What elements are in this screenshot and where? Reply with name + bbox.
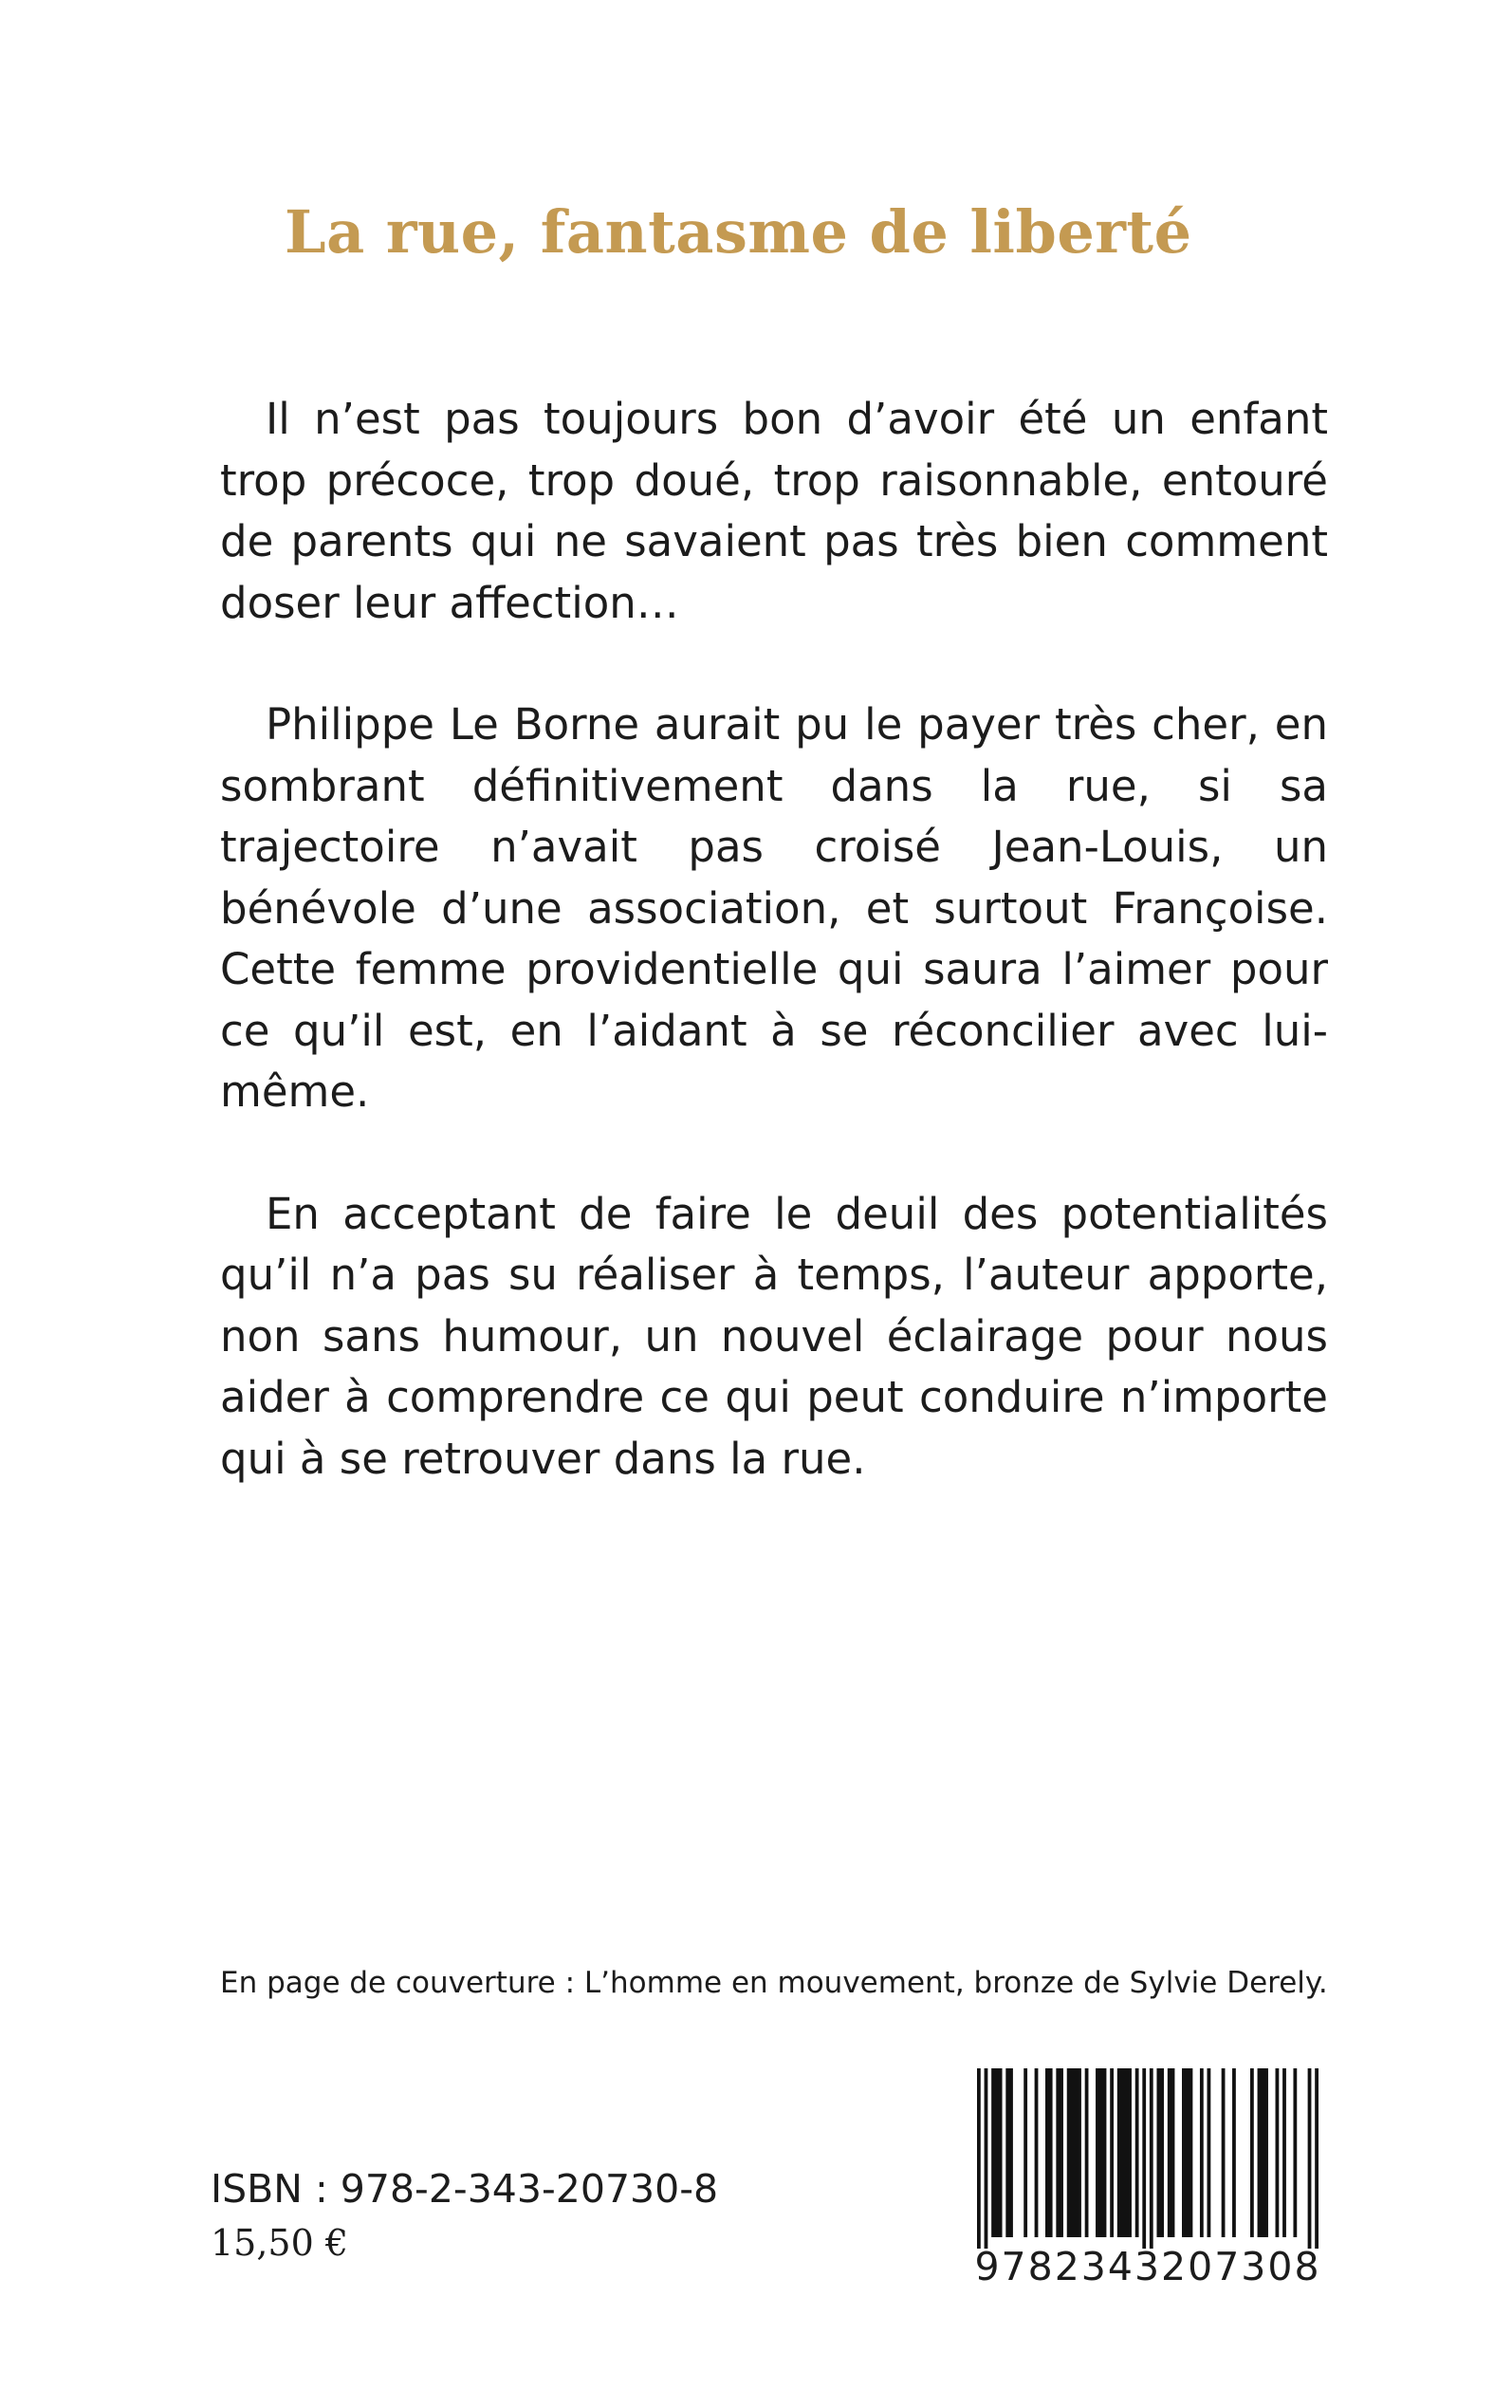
barcode-bar [1117,2068,1132,2237]
blurb [220,389,1328,1550]
barcode-bar [1067,2068,1081,2237]
barcode-bar [1208,2068,1211,2237]
barcode-bar [991,2068,1002,2237]
barcode-bar [1232,2068,1236,2237]
barcode-number: 9782343207308 [974,2244,1321,2289]
barcode-bar [1005,2068,1013,2237]
barcode [958,2068,1337,2287]
barcode-bar [1142,2068,1146,2249]
cover-image-credit: En page de couverture : L’homme en mouvement, bronze de Sylvie Derely. [220,1966,1328,2000]
blurb-paragraph-2: Philippe Le Borne aurait pu le payer très cher, en sombrant définitivement dans la rue, si sa trajectoire n’avait pas croisé Jean-Louis, un bénévole d’une association, et surtout Françoise. Cette femme providentielle qui saura l’aimer pour ce qu’il est, en l’aidant à se réconcilier avec lui-même. [220,699,1328,1117]
barcode-bar [1293,2068,1297,2237]
barcode-bar [977,2068,981,2249]
barcode-bar [1168,2068,1175,2237]
price: 15,50 € [211,2222,349,2264]
barcode-bar [1085,2068,1089,2237]
barcode-bar [1282,2068,1286,2237]
barcode-bar [1258,2068,1268,2237]
barcode-bar [1035,2068,1039,2237]
barcode-bar [985,2068,988,2249]
barcode-bar [1308,2068,1312,2249]
barcode-bar [1200,2068,1204,2237]
barcode-bar [1222,2068,1226,2237]
barcode-bar [1045,2068,1053,2237]
barcode-bars [977,2068,1318,2249]
barcode-bar [1096,2068,1106,2237]
barcode-bar [1156,2068,1164,2237]
barcode-bar [1182,2068,1192,2237]
barcode-bar [1023,2068,1027,2237]
barcode-bar [1150,2068,1153,2249]
barcode-bar [1110,2068,1114,2237]
barcode-bar [1135,2068,1139,2237]
barcode-bar [1315,2068,1318,2249]
barcode-bar [1276,2068,1280,2237]
blurb-paragraph-1: Il n’est pas toujours bon d’avoir été un enfant trop précoce, trop doué, trop raisonnable, entouré de parents qui ne savaient pas très bien comment doser leur affection… [220,394,1328,628]
blurb-paragraph-3: En acceptant de faire le deuil des potentialités qu’il n’a pas su réaliser à temps, l’auteur apporte, non sans humour, un nouvel éclairage pour nous aider à comprendre ce qui peut conduire n’importe qui à se retrouver dans la rue. [220,1188,1328,1484]
barcode-bar [1056,2068,1063,2237]
isbn: ISBN : 978-2-343-20730-8 [211,2166,719,2212]
barcode-bar [1250,2068,1254,2237]
book-title: La rue, fantasme de liberté [285,197,1192,267]
